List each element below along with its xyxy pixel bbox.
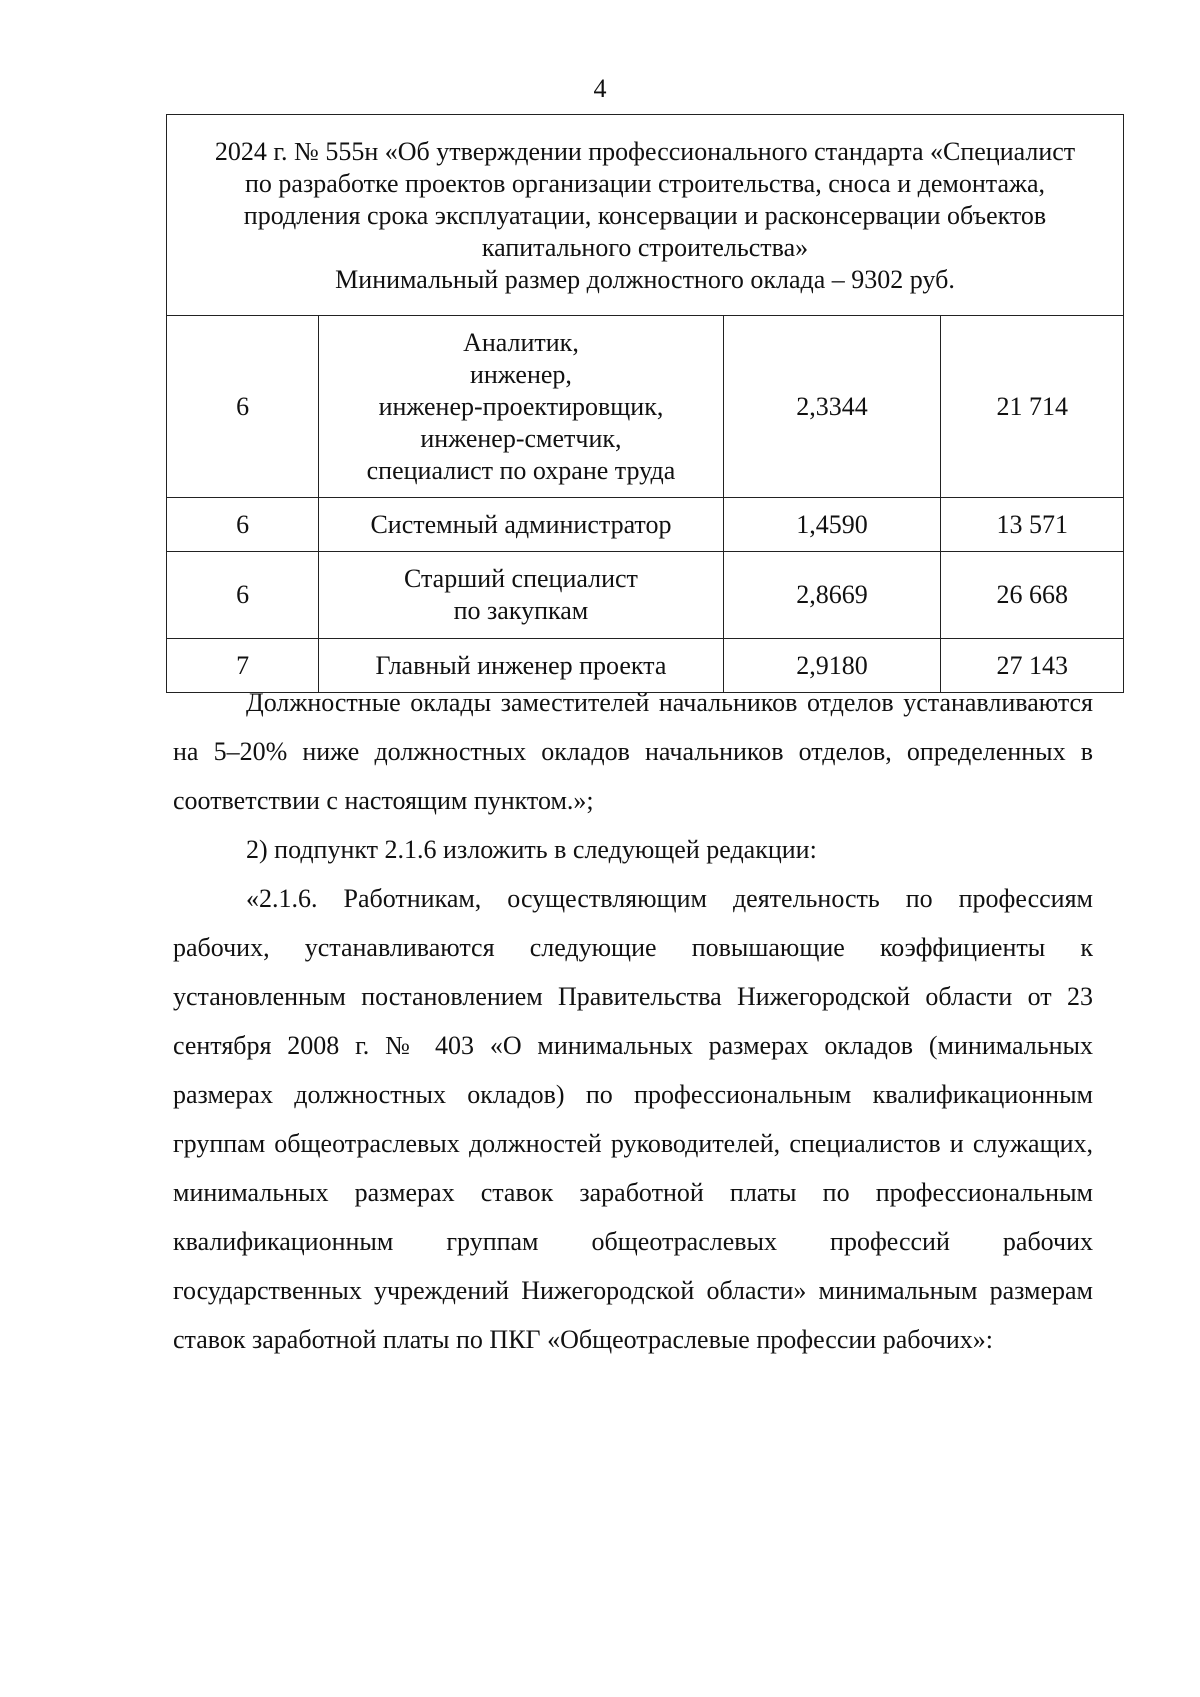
- position-line: Старший специалист: [403, 564, 638, 593]
- position-cell: [319, 316, 723, 498]
- position-line: инженер,: [469, 359, 572, 389]
- salary-cell: 27 143: [941, 639, 1124, 693]
- position-cell: [319, 552, 723, 639]
- level-cell: 6: [167, 316, 319, 498]
- position-line: инженер-сметчик,: [420, 423, 622, 453]
- position-line: специалист по охране труда: [366, 455, 676, 485]
- position-line: Аналитик,: [463, 327, 579, 357]
- coefficient-cell: 2,3344: [723, 316, 941, 498]
- coefficient-cell: 1,4590: [723, 498, 941, 552]
- paragraph: Должностные оклады заместителей начальников отделов устанавливаются на 5–20% ниже должностных окладов начальников отделов, определенных в соответствии с настоящим пунктом.»;: [173, 688, 1093, 815]
- position-cell: [319, 498, 723, 552]
- table-row: [167, 552, 1124, 639]
- table-header-row: [167, 115, 1124, 316]
- level-cell: 6: [167, 498, 319, 552]
- position-line: инженер-проектировщик,: [378, 391, 664, 421]
- table-row: [167, 316, 1124, 498]
- salary-cell: 13 571: [941, 498, 1124, 552]
- salary-cell: 26 668: [941, 552, 1124, 639]
- header-line: Минимальный размер должностного оклада – 9302 руб.: [335, 265, 955, 294]
- header-line: продления срока эксплуатации, консервации и расконсервации объектов: [243, 201, 1047, 230]
- position-line: по закупкам: [453, 596, 589, 625]
- paragraph: «2.1.6. Работникам, осуществляющим деятельность по профессиям рабочих, устанавливаются следующие повышающие коэффициенты к установленным постановлением Правительства Нижегородской области от 23 сентября 2008 г. № 403 «О минимальных размерах окладов (минимальных размерах должностных окладов) по профессиональным квалификационным группам общеотраслевых должностей руководителей, специалистов и служащих, минимальных размерах ставок заработной платы по профессиональным квалификационным группам общеотраслевых профессий рабочих государственных учреждений Нижегородской области» минимальным размерам ставок заработной платы по ПКГ «Общеотраслевые профессии рабочих»:: [173, 884, 1093, 1354]
- page-number: 4: [593, 74, 607, 103]
- coefficient-cell: 2,8669: [723, 552, 941, 639]
- position-line: Системный администратор: [370, 509, 672, 539]
- paragraph: 2) подпункт 2.1.6 изложить в следующей редакции:: [246, 835, 817, 864]
- body-text: [173, 678, 1093, 1364]
- header-line: по разработке проектов организации строительства, сноса и демонтажа,: [245, 169, 1045, 198]
- position-line: Главный инженер проекта: [375, 650, 667, 680]
- header-line: капитального строительства»: [481, 233, 809, 262]
- header-line: 2024 г. № 555н «Об утверждении профессионального стандарта «Специалист: [214, 137, 1076, 166]
- salary-cell: 21 714: [941, 316, 1124, 498]
- level-cell: 6: [167, 552, 319, 639]
- table-header-cell: [167, 115, 1124, 316]
- salary-table: [166, 114, 1124, 693]
- level-cell: 7: [167, 639, 319, 693]
- coefficient-cell: 2,9180: [723, 639, 941, 693]
- table-row: [167, 498, 1124, 552]
